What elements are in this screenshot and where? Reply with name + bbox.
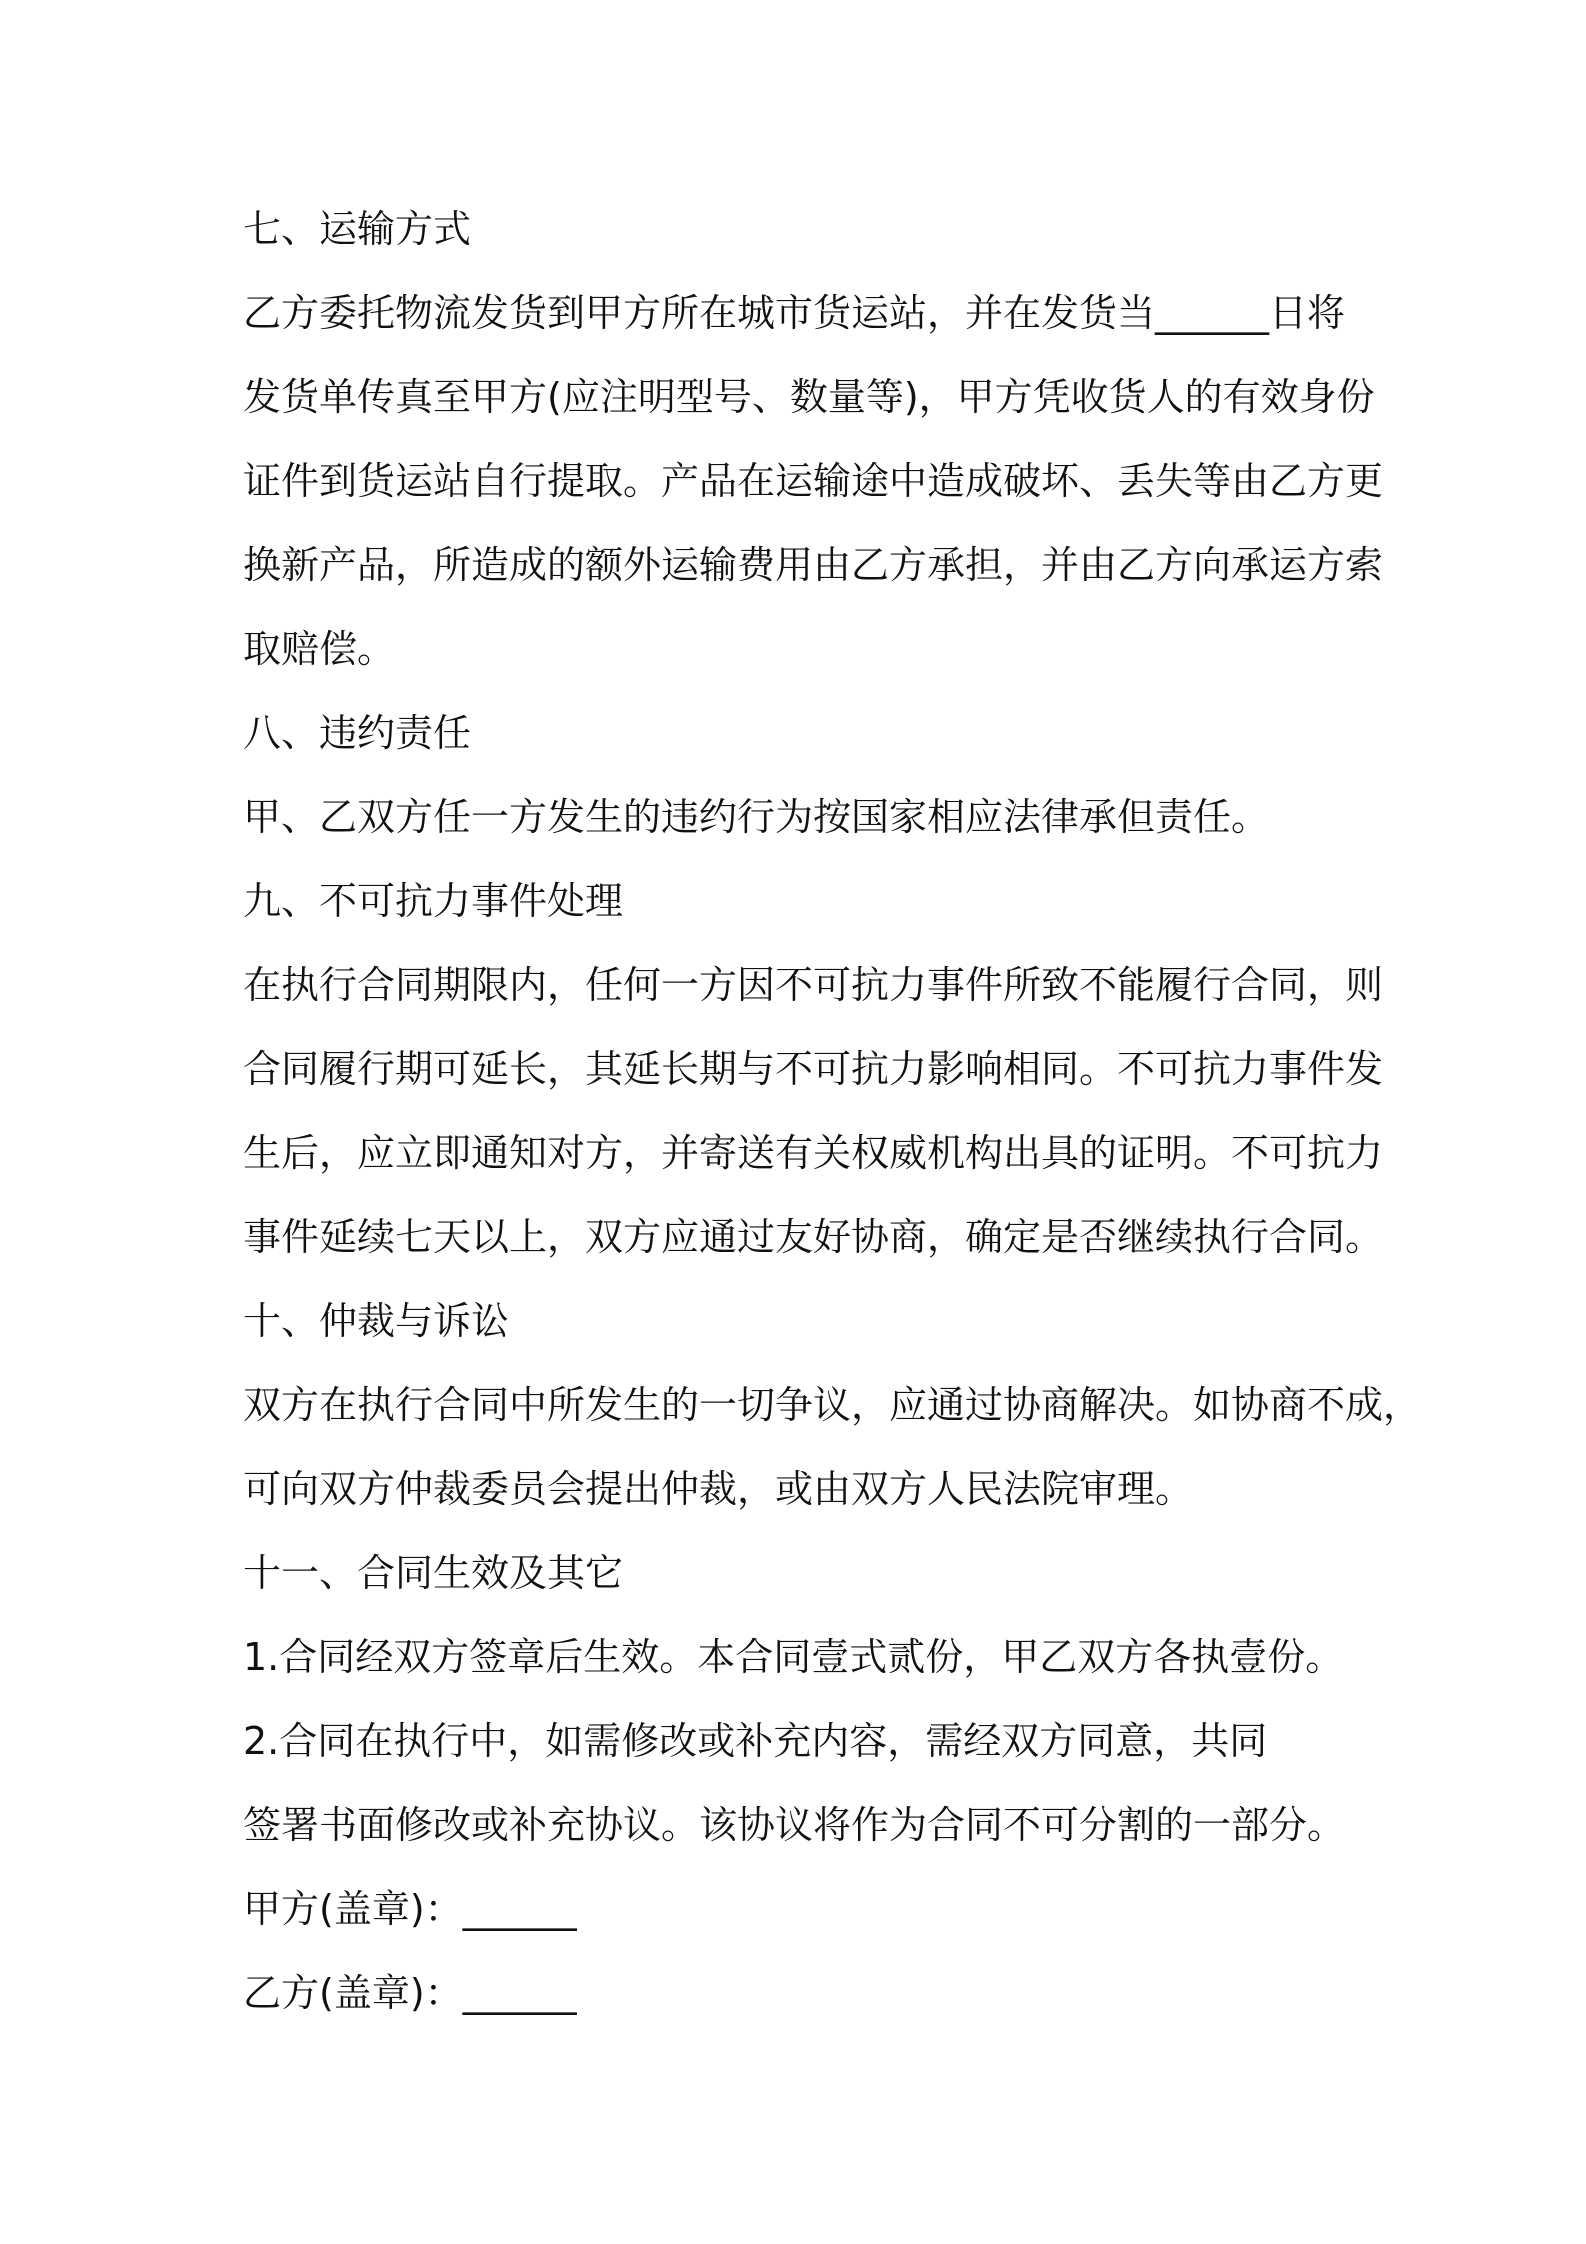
party-a-seal-line: 甲方(盖章)：______	[243, 1887, 577, 1931]
clause-line: 签署书面修改或补充协议。该协议将作为合同不可分割的一部分。	[243, 1803, 1346, 1847]
section-heading-effectiveness: 十一、合同生效及其它	[243, 1551, 624, 1595]
paragraph-line: 事件延续七天以上，双方应通过友好协商，确定是否继续执行合同。	[243, 1215, 1384, 1259]
paragraph-line: 可向双方仲裁委员会提出仲裁，或由双方人民法院审理。	[243, 1467, 1194, 1511]
section-heading-liability: 八、违约责任	[243, 711, 472, 755]
paragraph-line: 生后，应立即通知对方，并寄送有关权威机构出具的证明。不可抗力	[243, 1131, 1384, 1175]
paragraph-line: 发货单传真至甲方(应注明型号、数量等)，甲方凭收货人的有效身份	[243, 375, 1375, 419]
paragraph-line: 取赔偿。	[243, 627, 396, 671]
paragraph-line: 双方在执行合同中所发生的一切争议，应通过协商解决。如协商不成，	[243, 1383, 1422, 1427]
clause-line: 1.合同经双方签章后生效。本合同壹式贰份，甲乙双方各执壹份。	[243, 1635, 1344, 1679]
paragraph-line: 甲、乙双方任一方发生的违约行为按国家相应法律承但责任。	[243, 795, 1270, 839]
paragraph-line: 证件到货运站自行提取。产品在运输途中造成破坏、丢失等由乙方更	[243, 459, 1384, 503]
party-b-seal-line: 乙方(盖章)：______	[243, 1971, 577, 2015]
clause-line: 2.合同在执行中，如需修改或补充内容，需经双方同意，共同	[243, 1719, 1268, 1763]
paragraph-line: 换新产品，所造成的额外运输费用由乙方承担，并由乙方向承运方索	[243, 543, 1384, 587]
paragraph-line: 乙方委托物流发货到甲方所在城市货运站，并在发货当______日将	[243, 291, 1346, 335]
section-heading-force-majeure: 九、不可抗力事件处理	[243, 879, 624, 923]
section-heading-arbitration: 十、仲裁与诉讼	[243, 1299, 510, 1343]
paragraph-line: 合同履行期可延长，其延长期与不可抗力影响相同。不可抗力事件发	[243, 1047, 1384, 1091]
section-heading-transport: 七、运输方式	[243, 207, 472, 251]
paragraph-line: 在执行合同期限内，任何一方因不可抗力事件所致不能履行合同，则	[243, 963, 1384, 1007]
